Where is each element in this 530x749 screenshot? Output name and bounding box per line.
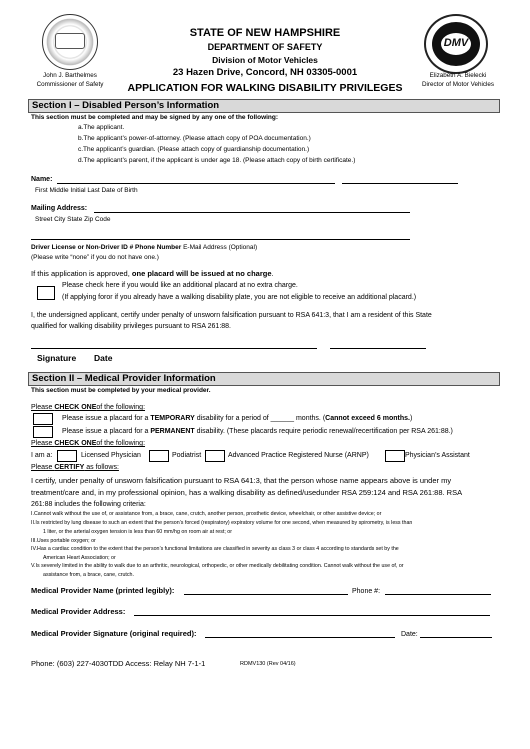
placard-statement [31,269,274,279]
physician-checkbox[interactable] [57,450,77,462]
check-one-pre-2: Please [31,440,55,447]
commissioner-name: John J. Barthelmes [43,72,97,79]
temporary-option-text [62,414,412,423]
podiatrist-checkbox[interactable] [149,450,169,462]
director-block [408,71,508,89]
additional-placard-checkbox[interactable] [37,286,55,300]
check-one-bold-2: CHECK ONE [54,440,97,447]
provider-signature-label: Medical Provider Signature (original required): [31,629,197,638]
placard-statement-post: . [271,269,274,278]
arnp-checkbox[interactable] [205,450,225,462]
permanent-option-text [62,427,453,436]
check-one-bold-1: CHECK ONE [54,404,97,411]
certify-bold: CERTIFY [54,464,85,471]
signer-item-b: b.The applicant’s power-of-attorney. (Please attach copy of POA documentation.) [78,135,311,142]
perm-post: disability. (These placards require periodic renewal/recertification per RSA 261:88.) [194,428,453,435]
provider-address-field[interactable] [134,615,490,616]
temp-bold: TEMPORARY [150,415,195,422]
license-email-field[interactable] [31,239,410,240]
applicant-signature-field[interactable] [31,348,317,349]
license-labels-email: E-Mail Address (Optional) [181,244,258,251]
phone-label: Phone #: [352,588,381,595]
criterion-5: V.Is severely limited in the ability to walk due to an arthritic, neurological, orthopedic, or other medically debilitating condition. Cannot walk without the use of, or [31,563,404,569]
section-2-header: Section II – Medical Provider Information [28,372,500,386]
commissioner-title: Commissioner of Safety [36,81,104,88]
provider-signature-field[interactable] [205,637,395,638]
section-2-intro: This section must be completed by your medical provider. [31,387,211,394]
physician-assistant-checkbox[interactable] [385,450,405,462]
name-field[interactable] [57,183,335,184]
provider-pa: Physician’s Assistant [405,452,470,459]
certify-label [31,463,119,472]
criterion-2-cont: 1 liter, or the arterial oxygen tension is less than 60 mm/hg on room air at rest; or [43,529,233,535]
state-name: STATE OF NEW HAMPSHIRE [189,27,341,39]
provider-cert-1: I certify, under penalty of unsworn falsification pursuant to RSA 641:3, that the person whose name appears above is under my [31,476,452,485]
criterion-2: II.Is restricted by lung disease to such an extent that the person’s forced (respiratory) expiratory volume for one second, when measured by spirometry, is less than [31,520,413,526]
date-label: Date [94,353,113,363]
check-one-placard-label [31,403,145,412]
commissioner-block [20,71,120,89]
criterion-5-cont: assistance from, a brace, cane, crutch. [43,572,134,578]
signer-item-c: c.The applicant’s guardian. (Please attach copy of guardianship documentation.) [78,146,310,153]
temp-mid: disability for a period of ______ months. ( [194,415,326,422]
provider-phone-field[interactable] [385,594,491,595]
i-am-label: I am a: [31,452,53,459]
signer-item-d: d.The applicant’s parent, if the applicant is under age 18. (Please attach copy of birth certificate.) [78,157,356,164]
permanent-checkbox[interactable] [33,426,53,438]
temp-post: ) [409,415,413,422]
temp-bold-2: Cannot exceed 6 months. [325,415,410,422]
check-one-pre-1: Please [31,404,55,411]
mailing-address-sublabels: Street City State Zip Code [35,216,111,223]
director-name: Elizabeth A. Bielecki [429,72,487,79]
provider-cert-3: 261:88 includes the following criteria: [31,501,146,508]
license-labels [31,243,257,252]
provider-cert-2: treatment/care and, in my professional opinion, has a walking disability as defined/usedunder RSA 259:124 and RSA 261:88. RSA [31,488,463,497]
footer-phone: Phone: (603) 227-4030TDD Access: Relay NH 7-1-1 [31,659,206,668]
criterion-1: I.Cannot walk without the use of, or assistance from, a brace, cane, crutch, another person, prosthetic device, wheelchair, or other assistive device; or [31,511,382,517]
signer-item-a: a.The applicant. [78,124,125,131]
check-one-post-1: of the following: [96,404,146,411]
additional-placard-note: (If applying foror if you already have a walking disability plate, you are not eligible to receive an additional placard.) [62,294,417,301]
office-address: 23 Hazen Drive, Concord, NH 03305-0001 [172,67,358,78]
form-id: RDMV130 (Rev 04/16) [240,661,296,667]
division-name: Division of Motor Vehicles [212,55,318,65]
section-1-header: Section I – Disabled Person’s Information [28,99,500,113]
placard-statement-bold: one placard will be issued at no charge [131,269,272,278]
applicant-certification-1: I, the undersigned applicant, certify under penalty of unsworn falsification pursuant to RSA 641:3, that I am a resident of this State [31,312,432,319]
department-name: DEPARTMENT OF SAFETY [207,42,323,52]
applicant-date-field[interactable] [330,348,426,349]
provider-name-label: Medical Provider Name (printed legibly): [31,586,175,595]
check-one-provider-label [31,439,145,448]
provider-physician: Licensed Physician [81,452,141,459]
provider-name-field[interactable] [184,594,348,595]
placard-statement-pre: If this application is approved, [31,269,132,278]
name-label: Name: [31,176,53,183]
provider-podiatrist: Podiatrist [172,452,202,459]
criterion-4: IV.Has a cardiac condition to the extent that the person’s functional limitations are classified in severity as class 3 or class 4 according to standards set by the [31,546,399,552]
mailing-address-label: Mailing Address: [31,205,88,212]
provider-date-field[interactable] [420,637,492,638]
certify-pre: Please [31,464,55,471]
license-labels-bold: Driver License or Non-Driver ID # Phone Number [31,244,182,251]
criterion-3: III.Uses portable oxygen; or [31,538,96,544]
perm-pre: Please issue a placard for a [62,428,151,435]
dmv-logo-text: DMV [443,37,469,49]
signature-label: Signature [37,353,77,363]
provider-arnp: Advanced Practice Registered Nurse (ARNP) [228,452,369,459]
form-title: APPLICATION FOR WALKING DISABILITY PRIVILEGES [127,82,403,94]
check-one-post-2: of the following: [96,440,146,447]
temp-pre: Please issue a placard for a [62,415,151,422]
temporary-checkbox[interactable] [33,413,53,425]
director-title: Director of Motor Vehicles [421,81,495,88]
dob-field[interactable] [342,183,458,184]
criterion-4-cont: American Heart Association; or [43,555,116,561]
applicant-certification-2: qualified for walking disability privileges pursuant to RSA 261:88. [31,323,232,330]
provider-date-label: Date: [401,631,418,638]
perm-bold: PERMANENT [150,428,195,435]
certify-post: as follows: [84,464,119,471]
name-sublabels: First Middle Initial Last Date of Birth [35,187,138,194]
section-1-intro: This section must be completed and may be signed by any one of the following: [31,114,279,121]
mailing-address-field[interactable] [94,212,410,213]
additional-placard-text: Please check here if you would like an additional placard at no extra charge. [62,282,298,289]
license-sublabel: (Please write “none” if you do not have one.) [31,254,159,261]
provider-address-label: Medical Provider Address: [31,607,126,616]
